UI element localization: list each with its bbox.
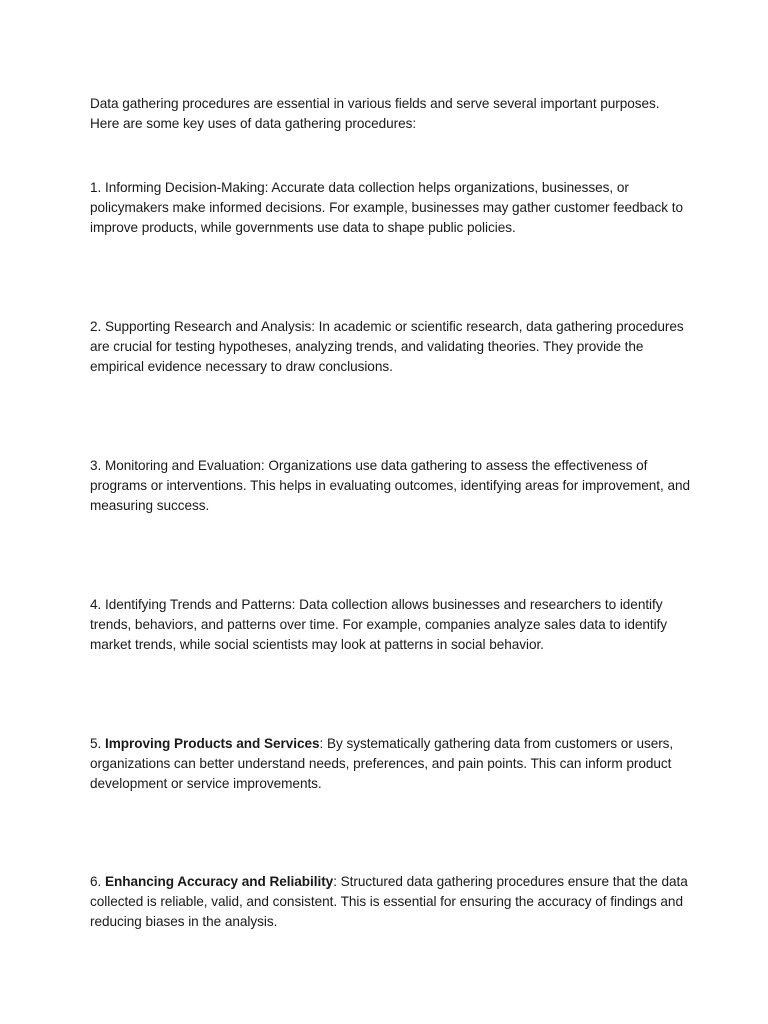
- item-body: Data collection allows businesses and researchers to identify trends, behaviors, and patterns over time. For example, companies analyze sales data to identify market trends, while social scientists may look at patterns in social behavior.: [90, 597, 668, 652]
- list-item: 4. Identifying Trends and Patterns: Data collection allows businesses and researchers to identify trends, behaviors, and patterns over time. For example, companies analyze sales data to identify market trends, while social scientists may look at patterns in social behavior.: [90, 597, 668, 652]
- item-number: 4.: [90, 597, 102, 612]
- item-body: Accurate data collection helps organizations, businesses, or policymakers make informed decisions. For example, businesses may gather customer feedback to improve products, while governments use data to shape public policies.: [90, 180, 683, 235]
- item-number: 6.: [90, 874, 102, 889]
- item-body: By systematically gathering data from customers or users, organizations can better understand needs, preferences, and pain points. This can inform product development or service improvements.: [90, 736, 674, 791]
- item-title: Monitoring and Evaluation: [104, 458, 261, 473]
- item-title: Supporting Research and Analysis: [104, 319, 312, 334]
- list-item: 5. Improving Products and Services: By systematically gathering data from customers or users, organizations can better understand needs, preferences, and pain points. This can inform product development or service improvements.: [90, 736, 674, 791]
- item-title-bold: Improving Products and Services: [104, 736, 320, 751]
- list-item: 3. Monitoring and Evaluation: Organizations use data gathering to assess the effectiveness of programs or interventions. This helps in evaluating outcomes, identifying areas for improvement, and measuring success.: [90, 458, 690, 513]
- list-item: 1. Informing Decision-Making: Accurate data collection helps organizations, businesses, or policymakers make informed decisions. For example, businesses may gather customer feedback to improve products, while governments use data to shape public policies.: [90, 180, 683, 235]
- item-title: Identifying Trends and Patterns: [104, 597, 292, 612]
- list-item: 2. Supporting Research and Analysis: In academic or scientific research, data gathering procedures are crucial for testing hypotheses, analyzing trends, and validating theories. They provide the empirical evidence necessary to draw conclusions.: [90, 319, 684, 374]
- item-number: 2.: [90, 319, 102, 334]
- item-number: 1.: [90, 180, 102, 195]
- item-body: In academic or scientific research, data gathering procedures are crucial for testing hypotheses, analyzing trends, and validating theories. They provide the empirical evidence necessary to draw conclusions.: [90, 319, 684, 374]
- item-number: 3.: [90, 458, 102, 473]
- intro-paragraph: Data gathering procedures are essential in various fields and serve several important purposes. Here are some key uses of data gathering procedures:: [90, 96, 660, 131]
- item-body: Organizations use data gathering to assess the effectiveness of programs or interventions. This helps in evaluating outcomes, identifying areas for improvement, and measuring success.: [90, 458, 690, 513]
- item-title: Informing Decision-Making: [104, 180, 265, 195]
- item-number: 5.: [90, 736, 102, 751]
- item-title-bold: Enhancing Accuracy and Reliability: [104, 874, 334, 889]
- item-body: Structured data gathering procedures ensure that the data collected is reliable, valid, and consistent. This is essential for ensuring the accuracy of findings and reducing biases in the analysis.: [90, 874, 688, 929]
- list-item: 6. Enhancing Accuracy and Reliability: Structured data gathering procedures ensure that the data collected is reliable, valid, and consistent. This is essential for ensuring the accuracy of findings and reducing biases in the analysis.: [90, 874, 688, 929]
